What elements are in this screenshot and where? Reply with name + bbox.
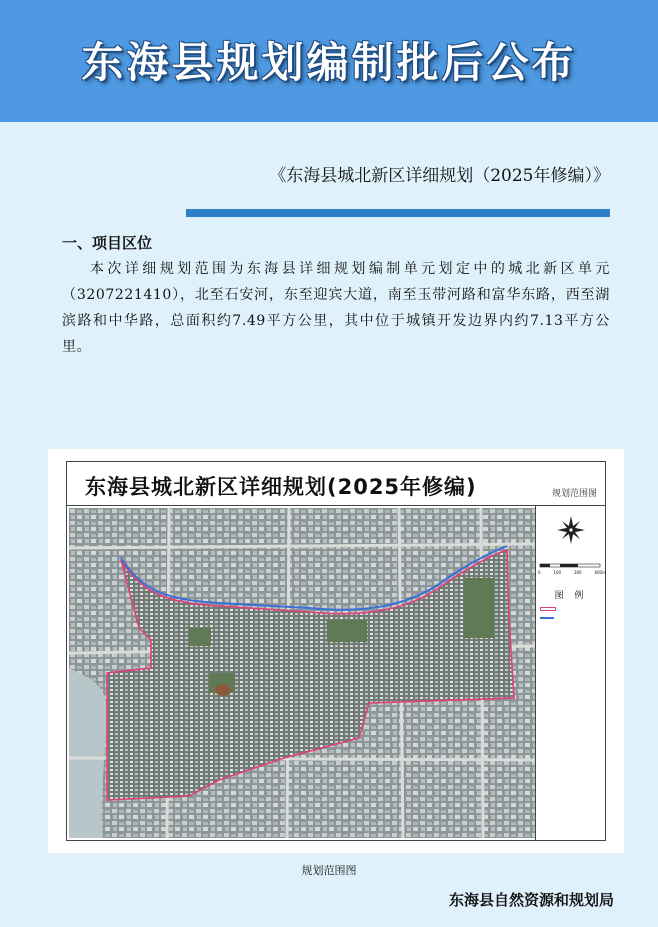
divider-bar [186,209,610,217]
body-paragraph: 本次详细规划范围为东海县详细规划编制单元划定中的城北新区单元（3207221410），北至石安河，东至迎宾大道，南至玉带河路和富华东路，西至湖滨路和中华路，总面积约7.49平方公里，其中位于城镇开发边界内约7.13平方公里。 [62,261,610,355]
scale-label: 0 [538,570,541,575]
legend-panel [535,506,605,840]
lake-area [69,668,107,838]
satellite-map [69,508,535,838]
scale-label: 100 [553,570,562,575]
map-caption: 规划范围图 [301,864,357,877]
legend-item-river [540,615,557,621]
scale-label: 300 [573,570,582,575]
header-banner [0,0,658,122]
legend-item-boundary [540,606,559,612]
stadium-marker [215,684,231,696]
document-subtitle: 《东海县城北新区详细规划（2025年修编）》 [269,166,610,186]
map-title: 东海县城北新区详细规划(2025年修编) [85,475,477,499]
legend-heading: 图 例 [554,591,588,601]
scale-labels [538,570,606,575]
scale-label: 600m [594,570,606,575]
legend-swatch [540,617,554,619]
section-heading: 一、项目区位 [62,234,153,252]
issuing-authority: 东海县自然资源和规划局 [448,891,614,909]
compass-rose-icon [536,508,606,568]
map-small-title: 规划范围图 [551,489,597,499]
map-frame [66,461,606,841]
map-title-bar [67,462,605,506]
page-title: 东海县规划编制批后公布 [81,38,577,87]
legend-swatch [540,607,556,611]
